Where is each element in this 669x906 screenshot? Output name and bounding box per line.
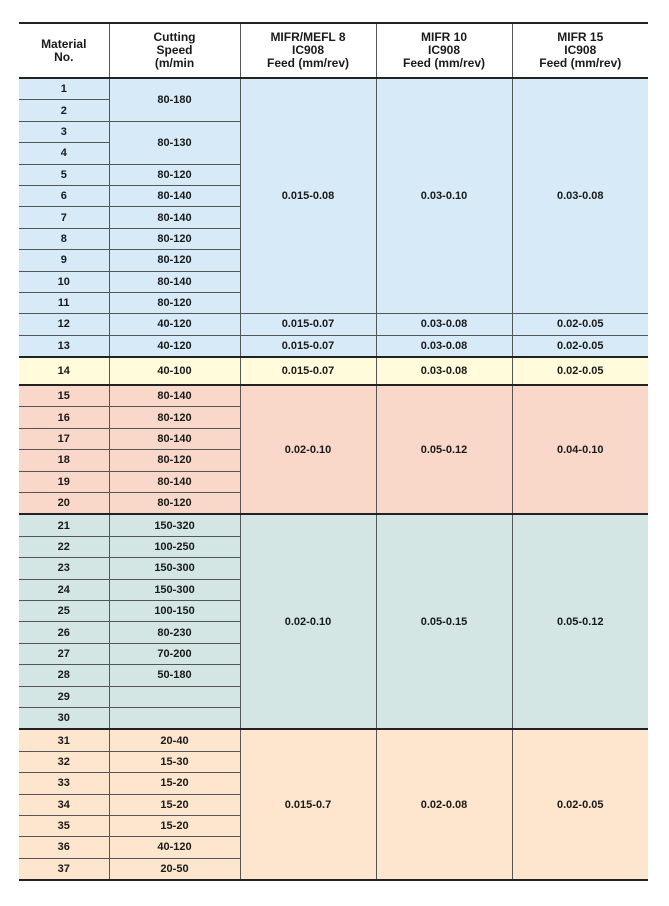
table-row [19, 385, 648, 407]
cutting-speed-cell: 150-300 [109, 579, 240, 600]
feed-mifr15-cell: 0.04-0.10 [512, 385, 648, 514]
cutting-speed-cell [109, 707, 240, 729]
feed-mifr8-cell: 0.015-0.07 [240, 314, 376, 335]
cutting-speed-cell: 20-40 [109, 729, 240, 751]
feed-mifr8-cell: 0.015-0.7 [240, 729, 376, 880]
feed-mifr15-cell: 0.02-0.05 [512, 729, 648, 880]
feed-mifr10-cell: 0.02-0.08 [376, 729, 512, 880]
material-no-cell: 5 [19, 164, 109, 185]
table-row [19, 514, 648, 536]
cutting-speed-cell: 80-120 [109, 407, 240, 428]
cutting-speed-cell: 50-180 [109, 665, 240, 686]
table-row [19, 78, 648, 100]
cutting-speed-cell: 15-20 [109, 773, 240, 794]
cutting-speed-cell: 100-150 [109, 600, 240, 621]
cutting-speed-cell [109, 686, 240, 707]
material-no-cell: 16 [19, 407, 109, 428]
material-no-cell: 31 [19, 729, 109, 751]
table-row [19, 335, 648, 357]
material-no-cell: 9 [19, 250, 109, 271]
feed-mifr15-cell: 0.03-0.08 [512, 78, 648, 314]
cutting-speed-cell: 40-120 [109, 335, 240, 357]
cutting-speed-cell: 70-200 [109, 643, 240, 664]
material-no-cell: 8 [19, 228, 109, 249]
cutting-speed-cell: 15-30 [109, 751, 240, 772]
cutting-speed-cell: 80-120 [109, 450, 240, 471]
table-row [19, 357, 648, 385]
cutting-speed-cell: 80-180 [109, 78, 240, 121]
feed-mifr10-cell: 0.03-0.10 [376, 78, 512, 314]
header-cutting-speed: Cutting Speed (m/min [109, 23, 240, 78]
material-no-cell: 3 [19, 121, 109, 142]
feed-mifr10-cell: 0.03-0.08 [376, 357, 512, 385]
material-no-cell: 34 [19, 794, 109, 815]
cutting-speed-cell: 80-140 [109, 428, 240, 449]
cutting-speed-cell: 80-140 [109, 185, 240, 206]
cutting-speed-cell: 40-120 [109, 314, 240, 335]
header-mifr-10: MIFR 10 IC908 Feed (mm/rev) [376, 23, 512, 78]
cutting-data-table [19, 22, 648, 881]
cutting-speed-cell: 80-140 [109, 271, 240, 292]
feed-mifr15-cell: 0.05-0.12 [512, 514, 648, 729]
material-no-cell: 2 [19, 100, 109, 121]
material-no-cell: 35 [19, 815, 109, 836]
material-no-cell: 15 [19, 385, 109, 407]
material-no-cell: 23 [19, 558, 109, 579]
material-no-cell: 27 [19, 643, 109, 664]
cutting-speed-cell: 20-50 [109, 858, 240, 880]
material-no-cell: 13 [19, 335, 109, 357]
cutting-speed-cell: 40-120 [109, 837, 240, 858]
feed-mifr10-cell: 0.05-0.15 [376, 514, 512, 729]
material-no-cell: 17 [19, 428, 109, 449]
material-no-cell: 29 [19, 686, 109, 707]
cutting-speed-cell: 80-130 [109, 121, 240, 164]
feed-mifr15-cell: 0.02-0.05 [512, 357, 648, 385]
cutting-speed-cell: 150-320 [109, 514, 240, 536]
material-no-cell: 7 [19, 207, 109, 228]
feed-mifr10-cell: 0.03-0.08 [376, 314, 512, 335]
feed-mifr8-cell: 0.015-0.08 [240, 78, 376, 314]
material-no-cell: 10 [19, 271, 109, 292]
table-row [19, 314, 648, 335]
material-no-cell: 20 [19, 493, 109, 515]
material-no-cell: 30 [19, 707, 109, 729]
header-mifr-mefl-8: MIFR/MEFL 8 IC908 Feed (mm/rev) [240, 23, 376, 78]
material-no-cell: 32 [19, 751, 109, 772]
cutting-speed-cell: 15-20 [109, 794, 240, 815]
material-no-cell: 1 [19, 78, 109, 100]
material-no-cell: 11 [19, 292, 109, 313]
material-no-cell: 36 [19, 837, 109, 858]
cutting-speed-cell: 40-100 [109, 357, 240, 385]
material-no-cell: 33 [19, 773, 109, 794]
feed-mifr8-cell: 0.015-0.07 [240, 335, 376, 357]
feed-mifr8-cell: 0.015-0.07 [240, 357, 376, 385]
cutting-speed-cell: 80-120 [109, 164, 240, 185]
material-no-cell: 21 [19, 514, 109, 536]
material-no-cell: 22 [19, 536, 109, 557]
material-no-cell: 28 [19, 665, 109, 686]
header-mifr-15: MIFR 15 IC908 Feed (mm/rev) [512, 23, 648, 78]
feed-mifr10-cell: 0.05-0.12 [376, 385, 512, 514]
feed-mifr15-cell: 0.02-0.05 [512, 314, 648, 335]
material-no-cell: 12 [19, 314, 109, 335]
header-material-no: Material No. [19, 23, 109, 78]
feed-mifr8-cell: 0.02-0.10 [240, 514, 376, 729]
cutting-speed-cell: 100-250 [109, 536, 240, 557]
cutting-speed-cell: 80-140 [109, 207, 240, 228]
cutting-speed-cell: 150-300 [109, 558, 240, 579]
cutting-speed-cell: 80-120 [109, 493, 240, 515]
table-row [19, 729, 648, 751]
material-no-cell: 24 [19, 579, 109, 600]
material-no-cell: 4 [19, 143, 109, 164]
cutting-speed-cell: 80-230 [109, 622, 240, 643]
feed-mifr10-cell: 0.03-0.08 [376, 335, 512, 357]
feed-mifr8-cell: 0.02-0.10 [240, 385, 376, 514]
cutting-speed-cell: 80-120 [109, 250, 240, 271]
header-row [19, 23, 648, 78]
material-no-cell: 26 [19, 622, 109, 643]
material-no-cell: 25 [19, 600, 109, 621]
cutting-speed-cell: 80-140 [109, 471, 240, 492]
feed-mifr15-cell: 0.02-0.05 [512, 335, 648, 357]
material-no-cell: 6 [19, 185, 109, 206]
material-no-cell: 18 [19, 450, 109, 471]
cutting-speed-cell: 80-120 [109, 292, 240, 313]
material-no-cell: 19 [19, 471, 109, 492]
material-no-cell: 14 [19, 357, 109, 385]
cutting-speed-cell: 80-120 [109, 228, 240, 249]
material-no-cell: 37 [19, 858, 109, 880]
cutting-speed-cell: 80-140 [109, 385, 240, 407]
cutting-speed-cell: 15-20 [109, 815, 240, 836]
